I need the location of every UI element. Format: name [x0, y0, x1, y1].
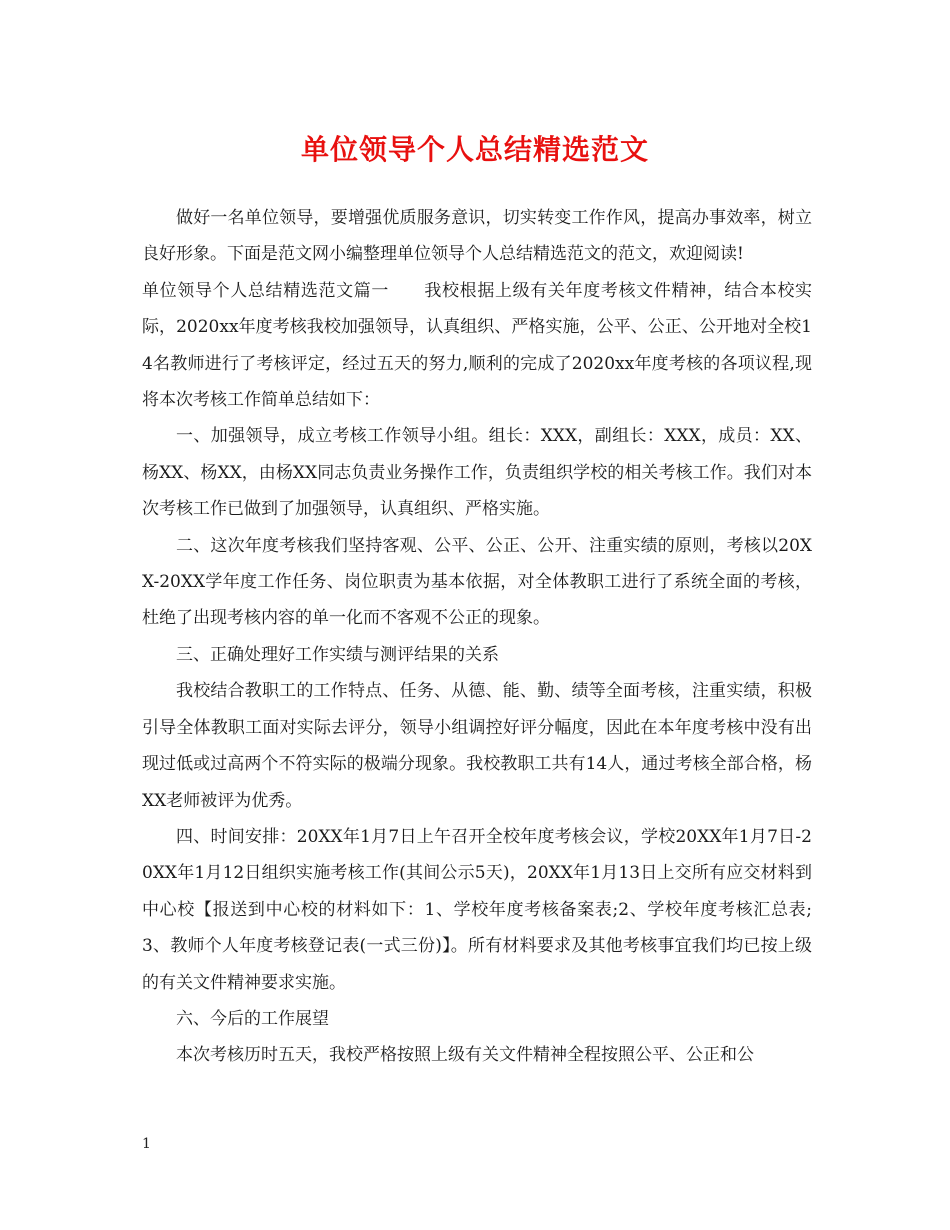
results-heading: 三、正确处理好工作实绩与测评结果的关系: [176, 644, 499, 665]
page-number: 1: [142, 1136, 151, 1152]
schedule-paragraph: 四、时间安排：20XX年1月7日上午召开全校年度考核会议，学校20XX年1月7日-20XX年1月12日组织实施考核工作(其间公示5天)，20XX年1月13日上交所有应交材料到中心校【报送到中心校的材料如下：1、学校年度考核备案表;2、学校年度考核汇总表;3、教师个人年度考核登记表(一式三份)】。所有材料要求及其他考核事宜我们均已按上级的有关文件精神要求实施。: [142, 826, 812, 993]
section-one-paragraph: 单位领导个人总结精选范文篇一 我校根据上级有关年度考核文件精神，结合本校实际，2020xx年度考核我校加强领导，认真组织、严格实施，公平、公正、公开地对全校14名教师进行了考核评定，经过五天的努力,顺利的完成了2020xx年度考核的各项议程,现将本次考核工作简单总结如下：: [142, 280, 812, 411]
document-body: [142, 200, 812, 1074]
outlook-paragraph: 本次考核历时五天，我校严格按照上级有关文件精神全程按照公平、公正和公: [176, 1045, 754, 1066]
principles-paragraph: 二、这次年度考核我们坚持客观、公平、公正、公开、注重实绩的原则，考核以20XX-20XX学年度工作任务、岗位职责为基本依据，对全体教职工进行了系统全面的考核，杜绝了出现考核内容的单一化而不客观不公正的现象。: [142, 535, 812, 629]
document-title: 单位领导个人总结精选范文: [300, 133, 649, 166]
evaluation-paragraph: 我校结合教职工的工作特点、任务、从德、能、勤、绩等全面考核，注重实绩，积极引导全体教职工面对实际去评分，领导小组调控好评分幅度，因此在本年度考核中没有出现过低或过高两个不符实际的极端分现象。我校教职工共有14人，通过考核全部合格，杨XX老师被评为优秀。: [142, 681, 812, 811]
leadership-paragraph: 一、加强领导，成立考核工作领导小组。组长：XXX，副组长：XXX，成员：XX、杨XX、杨XX，由杨XX同志负责业务操作工作，负责组织学校的相关考核工作。我们对本次考核工作已做到了加强领导，认真组织、严格实施。: [142, 426, 812, 520]
outlook-heading: 六、今后的工作展望: [176, 1008, 329, 1029]
intro-paragraph: 做好一名单位领导，要增强优质服务意识，切实转变工作作风，提高办事效率，树立良好形象。下面是范文网小编整理单位领导个人总结精选范文的范文，欢迎阅读!: [142, 208, 812, 265]
